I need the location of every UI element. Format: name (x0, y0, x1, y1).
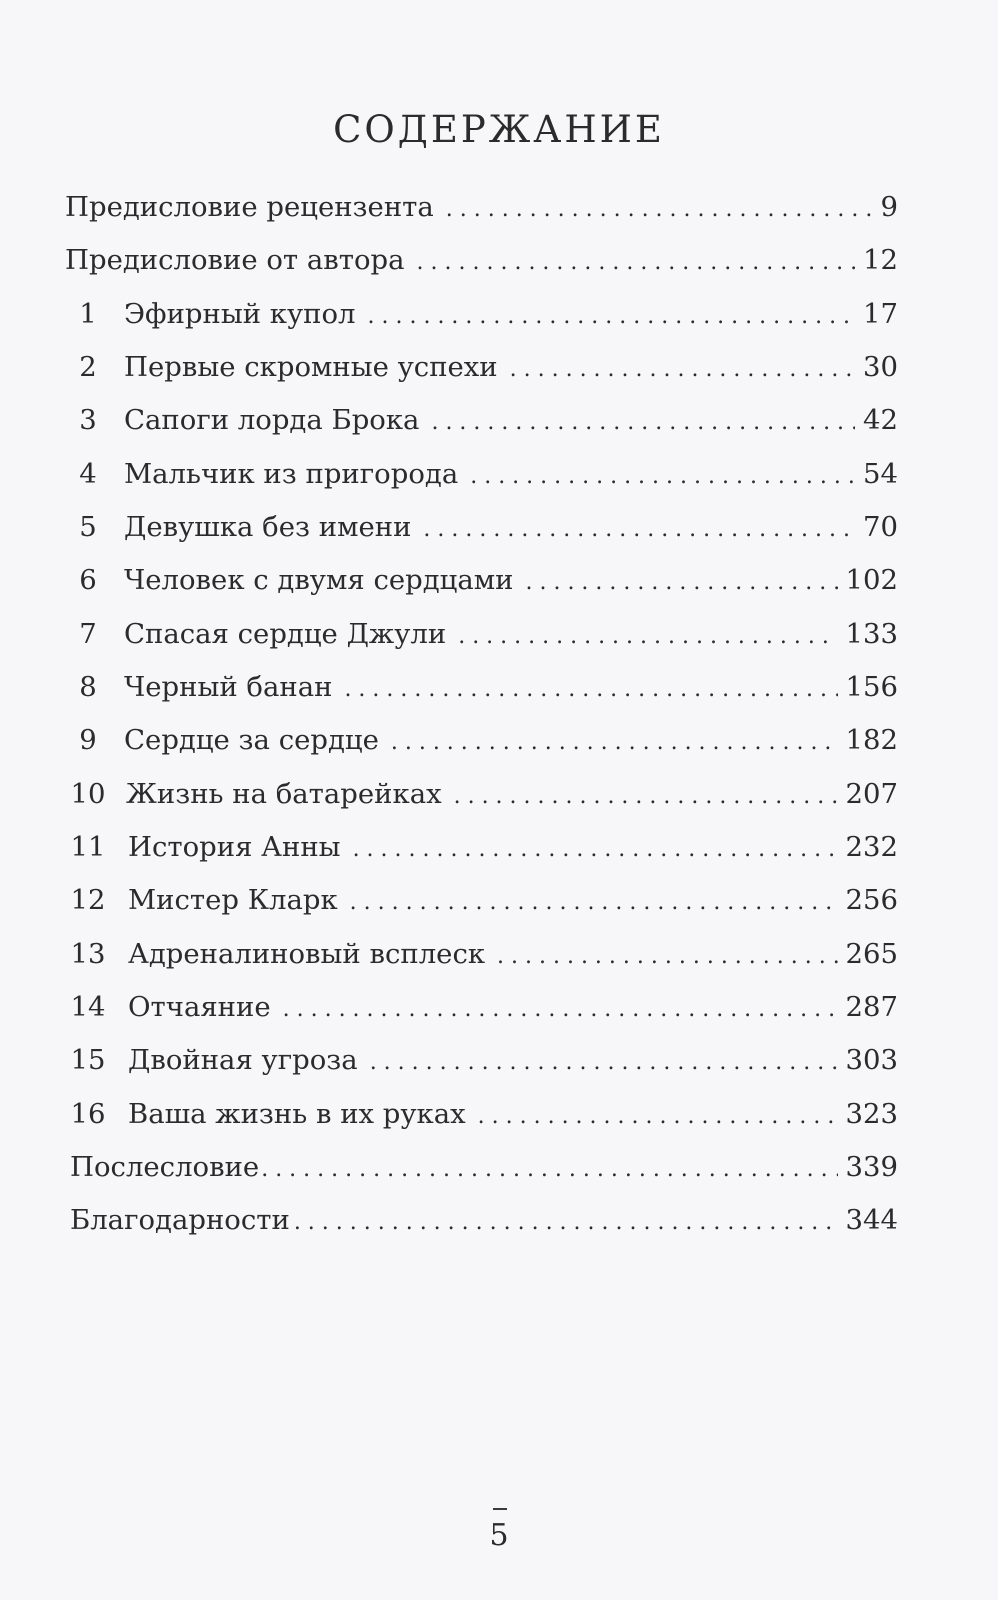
toc-entry (72, 350, 898, 384)
toc-entry (70, 1043, 898, 1077)
toc-entry-title: Жизнь на батарейках (126, 778, 442, 810)
toc-entry (72, 457, 898, 491)
toc-entry-page: 182 (845, 724, 898, 756)
toc-entry-title: История Анны (128, 831, 341, 863)
dot-leader (454, 780, 838, 814)
dot-leader (283, 993, 838, 1027)
chapter-number: 7 (79, 618, 97, 650)
toc-entry (65, 243, 898, 277)
toc-entry (70, 830, 898, 864)
toc-entry-title: Отчаяние (128, 991, 271, 1023)
toc-entry-page: 30 (863, 351, 898, 383)
toc-entry-page: 12 (863, 244, 898, 276)
dot-leader (391, 726, 838, 760)
dot-leader (353, 833, 838, 867)
toc-entry (70, 883, 898, 917)
toc-entry-title: Мистер Кларк (128, 884, 338, 916)
toc-entry-title: Человек с двумя сердцами (124, 564, 514, 596)
dot-leader (370, 1046, 838, 1080)
toc-entry-title: Предисловие рецензента (65, 191, 434, 223)
toc-entry-page: 265 (845, 938, 898, 970)
toc-entry (72, 617, 898, 651)
toc-entry-page: 339 (845, 1151, 898, 1183)
dot-leader (423, 513, 855, 547)
toc-entry (72, 510, 898, 544)
toc-entry-page: 323 (845, 1098, 898, 1130)
toc-entry (72, 670, 898, 704)
toc-entry-page: 344 (845, 1204, 898, 1236)
dot-leader (261, 1153, 837, 1187)
dot-leader (350, 886, 838, 920)
toc-entry (72, 723, 898, 757)
toc-entry-title: Эфирный купол (124, 298, 356, 330)
page-title: СОДЕРЖАНИЕ (333, 108, 665, 151)
toc-entry-title: Сапоги лорда Брока (124, 404, 420, 436)
toc-entry-title: Предисловие от автора (65, 244, 405, 276)
dot-leader (525, 566, 837, 600)
toc-entry (70, 1150, 898, 1184)
toc-entry (70, 937, 898, 971)
toc-entry-page: 70 (863, 511, 898, 543)
dot-leader (470, 460, 855, 494)
toc-entry-title: Первые скромные успехи (124, 351, 498, 383)
folio-rule (493, 1508, 507, 1510)
toc-entry-title: Благодарности (70, 1204, 290, 1236)
chapter-number: 15 (70, 1044, 106, 1076)
chapter-number: 5 (79, 511, 97, 543)
toc-entry-page: 54 (863, 458, 898, 490)
toc-entry (70, 1203, 898, 1237)
toc-entry-title: Адреналиновый всплеск (128, 938, 486, 970)
toc-entry-page: 133 (845, 618, 898, 650)
chapter-number: 2 (79, 351, 97, 383)
chapter-number: 16 (70, 1098, 106, 1130)
dot-leader (497, 940, 837, 974)
chapter-number: 14 (70, 991, 106, 1023)
toc-entry (72, 297, 898, 331)
toc-entry-page: 256 (845, 884, 898, 916)
toc-entry-page: 303 (845, 1044, 898, 1076)
toc-entry-title: Послесловие (70, 1151, 260, 1183)
chapter-number: 9 (79, 724, 97, 756)
toc-entry-title: Черный банан (124, 671, 333, 703)
chapter-number: 13 (70, 938, 106, 970)
chapter-number: 1 (79, 298, 97, 330)
chapter-number: 11 (70, 831, 106, 863)
chapter-number: 6 (79, 564, 97, 596)
dot-leader (458, 620, 837, 654)
chapter-number: 8 (79, 671, 97, 703)
dot-leader (294, 1206, 838, 1240)
dot-leader (478, 1100, 838, 1134)
toc-entry (70, 990, 898, 1024)
toc-entry-title: Девушка без имени (124, 511, 412, 543)
toc-entry-page: 17 (863, 298, 898, 330)
dot-leader (368, 300, 855, 334)
toc-entry (65, 190, 898, 224)
toc-entry-page: 42 (863, 404, 898, 436)
toc-entry-page: 232 (845, 831, 898, 863)
toc-entry-page: 287 (845, 991, 898, 1023)
toc-entry-title: Мальчик из пригорода (124, 458, 459, 490)
chapter-number: 3 (79, 404, 97, 436)
chapter-number: 4 (79, 458, 97, 490)
toc-entry-page: 102 (845, 564, 898, 596)
dot-leader (431, 406, 855, 440)
chapter-number: 10 (70, 778, 106, 810)
dot-leader (446, 193, 873, 227)
toc-entry-title: Ваша жизнь в их руках (128, 1098, 466, 1130)
toc-entry (72, 563, 898, 597)
dot-leader (510, 353, 855, 387)
toc-entry (70, 777, 898, 811)
toc-entry (72, 403, 898, 437)
toc-entry-title: Двойная угроза (128, 1044, 358, 1076)
toc-entry-title: Сердце за сердце (124, 724, 379, 756)
dot-leader (417, 246, 855, 280)
toc-entry (70, 1097, 898, 1131)
toc-entry-page: 156 (845, 671, 898, 703)
toc-entry-title: Спасая сердце Джули (124, 618, 447, 650)
dot-leader (344, 673, 837, 707)
chapter-number: 12 (70, 884, 106, 916)
toc-entry-page: 207 (845, 778, 898, 810)
toc-entry-page: 9 (880, 191, 898, 223)
page-number: 5 (489, 1518, 509, 1553)
